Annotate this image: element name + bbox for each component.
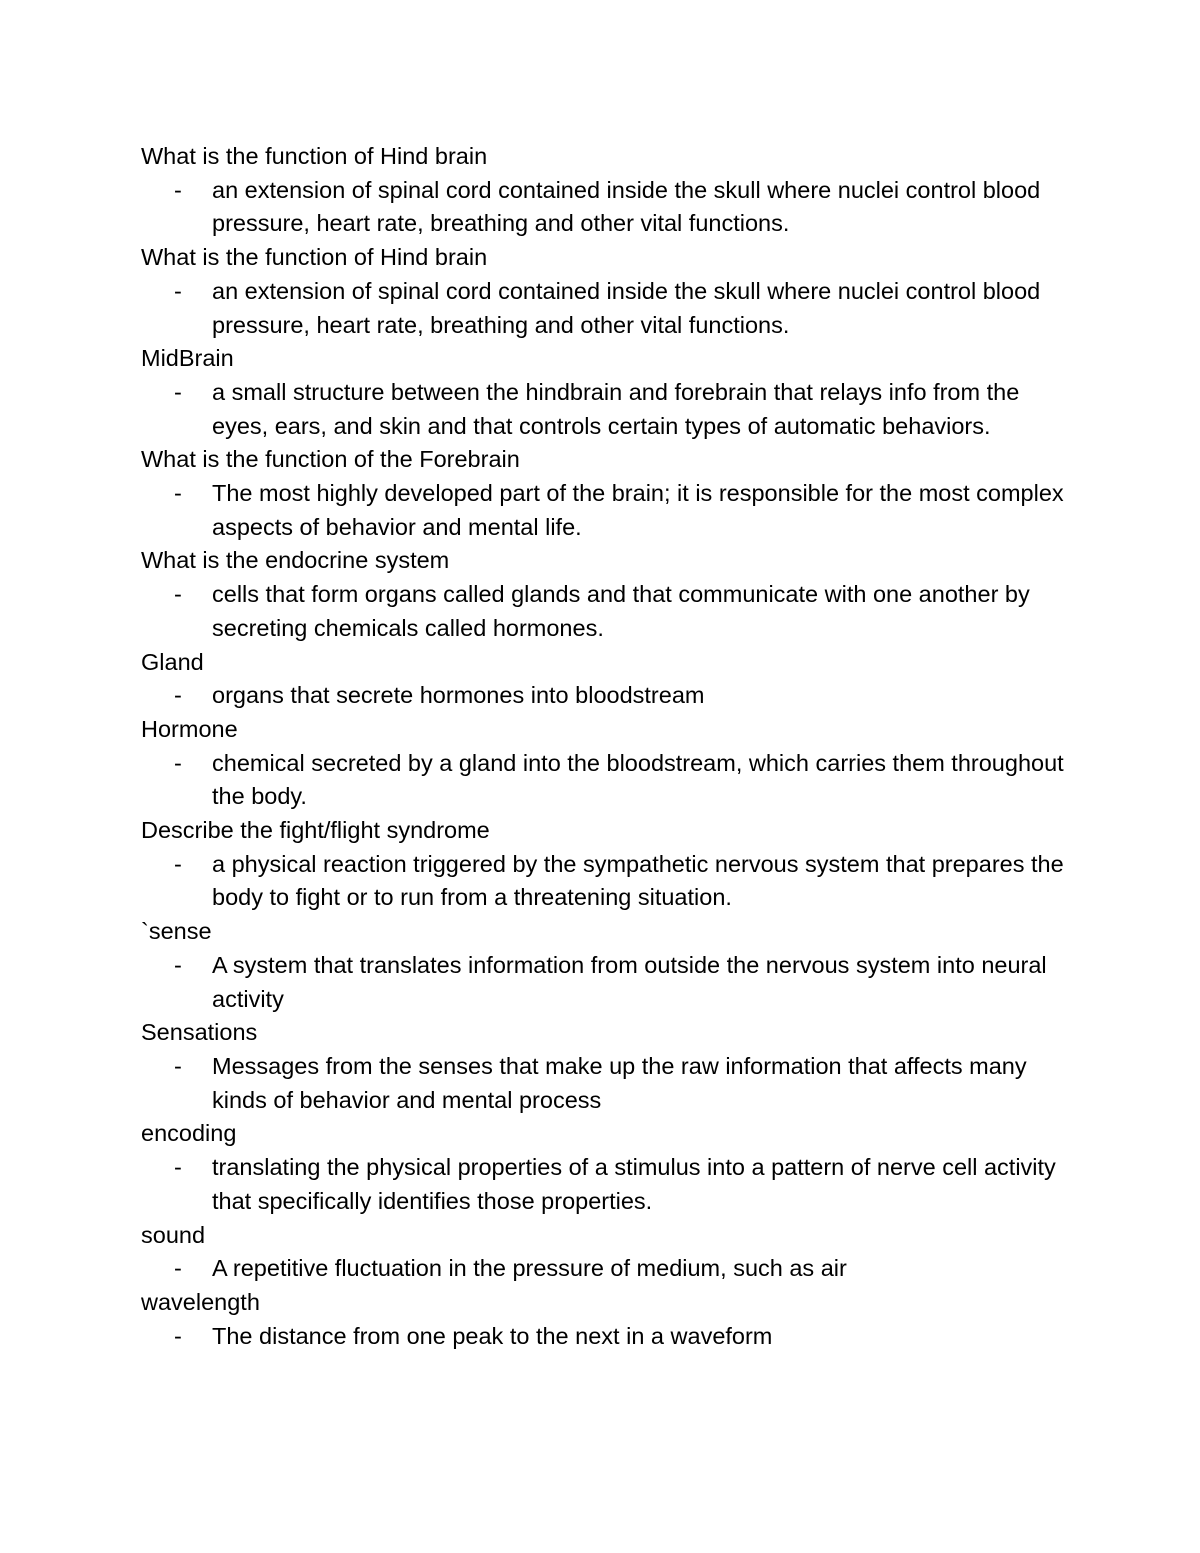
definition-text: The most highly developed part of the brain; it is responsible for the most complex aspects of behavior and mental life. <box>212 480 1064 540</box>
dash-bullet: - <box>174 749 182 776</box>
definition-item <box>141 376 1071 443</box>
definition-text: organs that secrete hormones into bloodstream <box>212 682 705 709</box>
term-heading: What is the function of Hind brain <box>141 244 488 271</box>
dash-bullet: - <box>174 682 182 709</box>
term-heading: Describe the fight/flight syndrome <box>141 817 490 844</box>
definition-text: A repetitive fluctuation in the pressure of medium, such as air <box>212 1255 847 1282</box>
list-item <box>141 1016 1071 1117</box>
term-heading: Sensations <box>141 1019 258 1046</box>
definition-text: a small structure between the hindbrain and forebrain that relays info from the eyes, ears, and skin and that controls certain types of automatic behaviors. <box>212 378 1020 439</box>
term-heading: What is the function of the Forebrain <box>141 446 520 473</box>
definition-text: chemical secreted by a gland into the bloodstream, which carries them throughout the body. <box>212 749 1064 810</box>
list-item <box>141 342 1071 443</box>
definition-text: a physical reaction triggered by the sympathetic nervous system that prepares the body to fight or to run from a threatening situation. <box>212 850 1064 911</box>
list-item <box>141 713 1071 814</box>
list-item <box>141 241 1071 342</box>
list-item <box>141 140 1071 241</box>
definition-item <box>141 679 1071 713</box>
dash-bullet: - <box>174 1322 182 1349</box>
dash-bullet: - <box>174 480 182 507</box>
list-item <box>141 1219 1071 1286</box>
definition-item <box>141 747 1071 814</box>
dash-bullet: - <box>174 850 182 877</box>
term-heading: encoding <box>141 1120 237 1147</box>
term-heading: sound <box>141 1221 206 1248</box>
definition-item <box>141 848 1071 915</box>
definition-item <box>141 1050 1071 1117</box>
term-heading: What is the function of Hind brain <box>141 143 488 169</box>
dash-bullet: - <box>174 951 182 978</box>
list-item <box>141 814 1071 915</box>
definition-text: Messages from the senses that make up the raw information that affects many kinds of behavior and mental process <box>212 1052 1027 1113</box>
definition-text: an extension of spinal cord contained inside the skull where nuclei control blood pressure, heart rate, breathing and other vital functions. <box>212 176 1041 237</box>
definition-text: A system that translates information from outside the nervous system into neural activity <box>212 951 1047 1012</box>
term-heading: What is the endocrine system <box>141 547 450 574</box>
definition-text: translating the physical properties of a stimulus into a pattern of nerve cell activity that specifically identifies those properties. <box>212 1154 1056 1214</box>
list-item <box>141 1117 1071 1218</box>
dash-bullet: - <box>174 581 182 608</box>
dash-bullet: - <box>174 1255 182 1282</box>
dash-bullet: - <box>174 277 182 304</box>
term-heading: `sense <box>141 918 212 945</box>
term-heading: Gland <box>141 648 204 675</box>
notes-list <box>141 140 1071 1353</box>
dash-bullet: - <box>174 378 182 405</box>
definition-item <box>141 174 1071 241</box>
definition-item <box>141 1320 1071 1354</box>
term-heading: MidBrain <box>141 345 234 372</box>
definition-text: cells that form organs called glands and that communicate with one another by secreting chemicals called hormones. <box>212 581 1030 641</box>
definition-item <box>141 1151 1071 1218</box>
dash-bullet: - <box>174 176 182 203</box>
list-item <box>141 646 1071 713</box>
definition-text: The distance from one peak to the next in a waveform <box>212 1322 773 1349</box>
definition-text: an extension of spinal cord contained inside the skull where nuclei control blood pressure, heart rate, breathing and other vital functions. <box>212 277 1041 338</box>
term-heading: wavelength <box>141 1288 260 1315</box>
term-heading: Hormone <box>141 715 238 742</box>
dash-bullet: - <box>174 1154 182 1181</box>
list-item <box>141 1286 1071 1353</box>
definition-item <box>141 1252 1071 1286</box>
definition-item <box>141 477 1071 544</box>
definition-item <box>141 275 1071 342</box>
list-item <box>141 544 1071 645</box>
definition-item <box>141 949 1071 1016</box>
definition-item <box>141 578 1071 645</box>
list-item <box>141 443 1071 544</box>
dash-bullet: - <box>174 1052 182 1079</box>
list-item <box>141 915 1071 1016</box>
